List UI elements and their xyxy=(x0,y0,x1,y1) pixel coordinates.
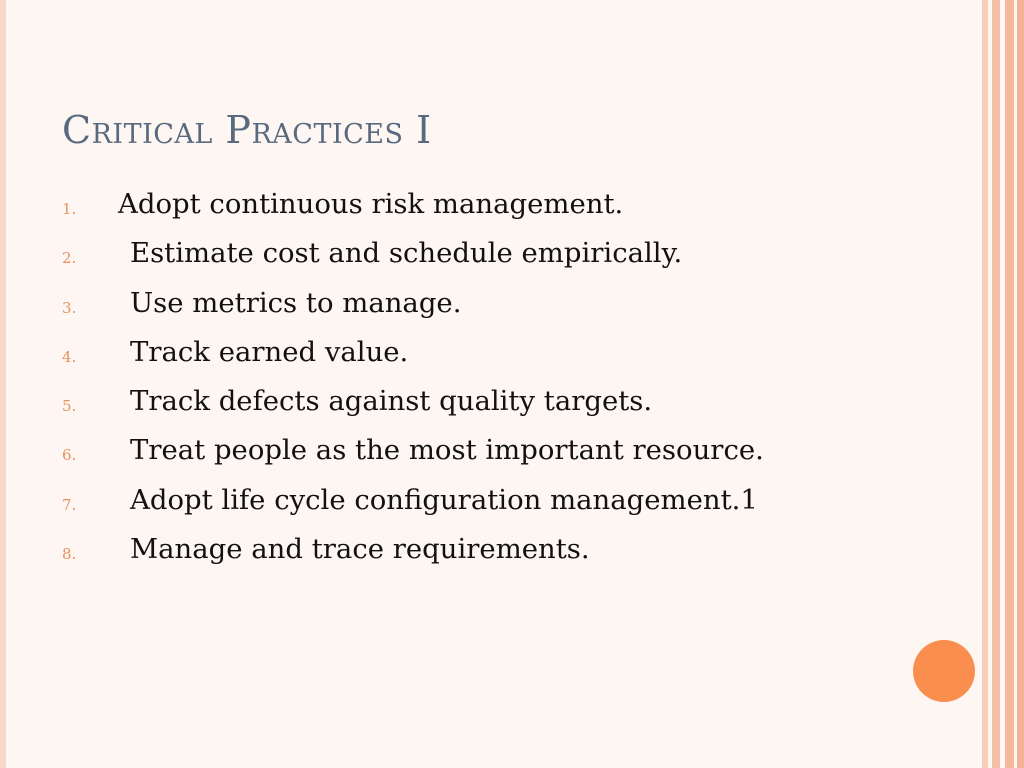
slide-title: Critical Practices I xyxy=(62,108,432,152)
list-number: 7. xyxy=(62,495,77,514)
list-number: 5. xyxy=(62,397,77,416)
stripe xyxy=(1005,0,1014,768)
stripe xyxy=(992,0,1000,768)
stripe xyxy=(1017,0,1024,768)
list-number: 4. xyxy=(62,347,77,366)
list-text: Estimate cost and schedule empirically. xyxy=(130,237,683,270)
list-number: 1. xyxy=(62,200,77,218)
list-number: 6. xyxy=(62,446,77,465)
list-text: Use metrics to manage. xyxy=(130,286,462,319)
list-number: 2. xyxy=(62,249,77,268)
list-text: Treat people as the most important resource. xyxy=(130,434,764,467)
list-number: 8. xyxy=(62,545,77,564)
list-text: Adopt life cycle configuration management.1 xyxy=(130,483,758,516)
left-edge-stripe xyxy=(0,0,6,768)
list-text: Manage and trace requirements. xyxy=(130,533,590,566)
list-text: Adopt continuous risk management. xyxy=(118,188,624,220)
list-text: Track defects against quality targets. xyxy=(130,385,653,418)
list-number: 3. xyxy=(62,298,77,317)
list-text: Track earned value. xyxy=(130,335,409,368)
accent-circle xyxy=(913,640,975,702)
